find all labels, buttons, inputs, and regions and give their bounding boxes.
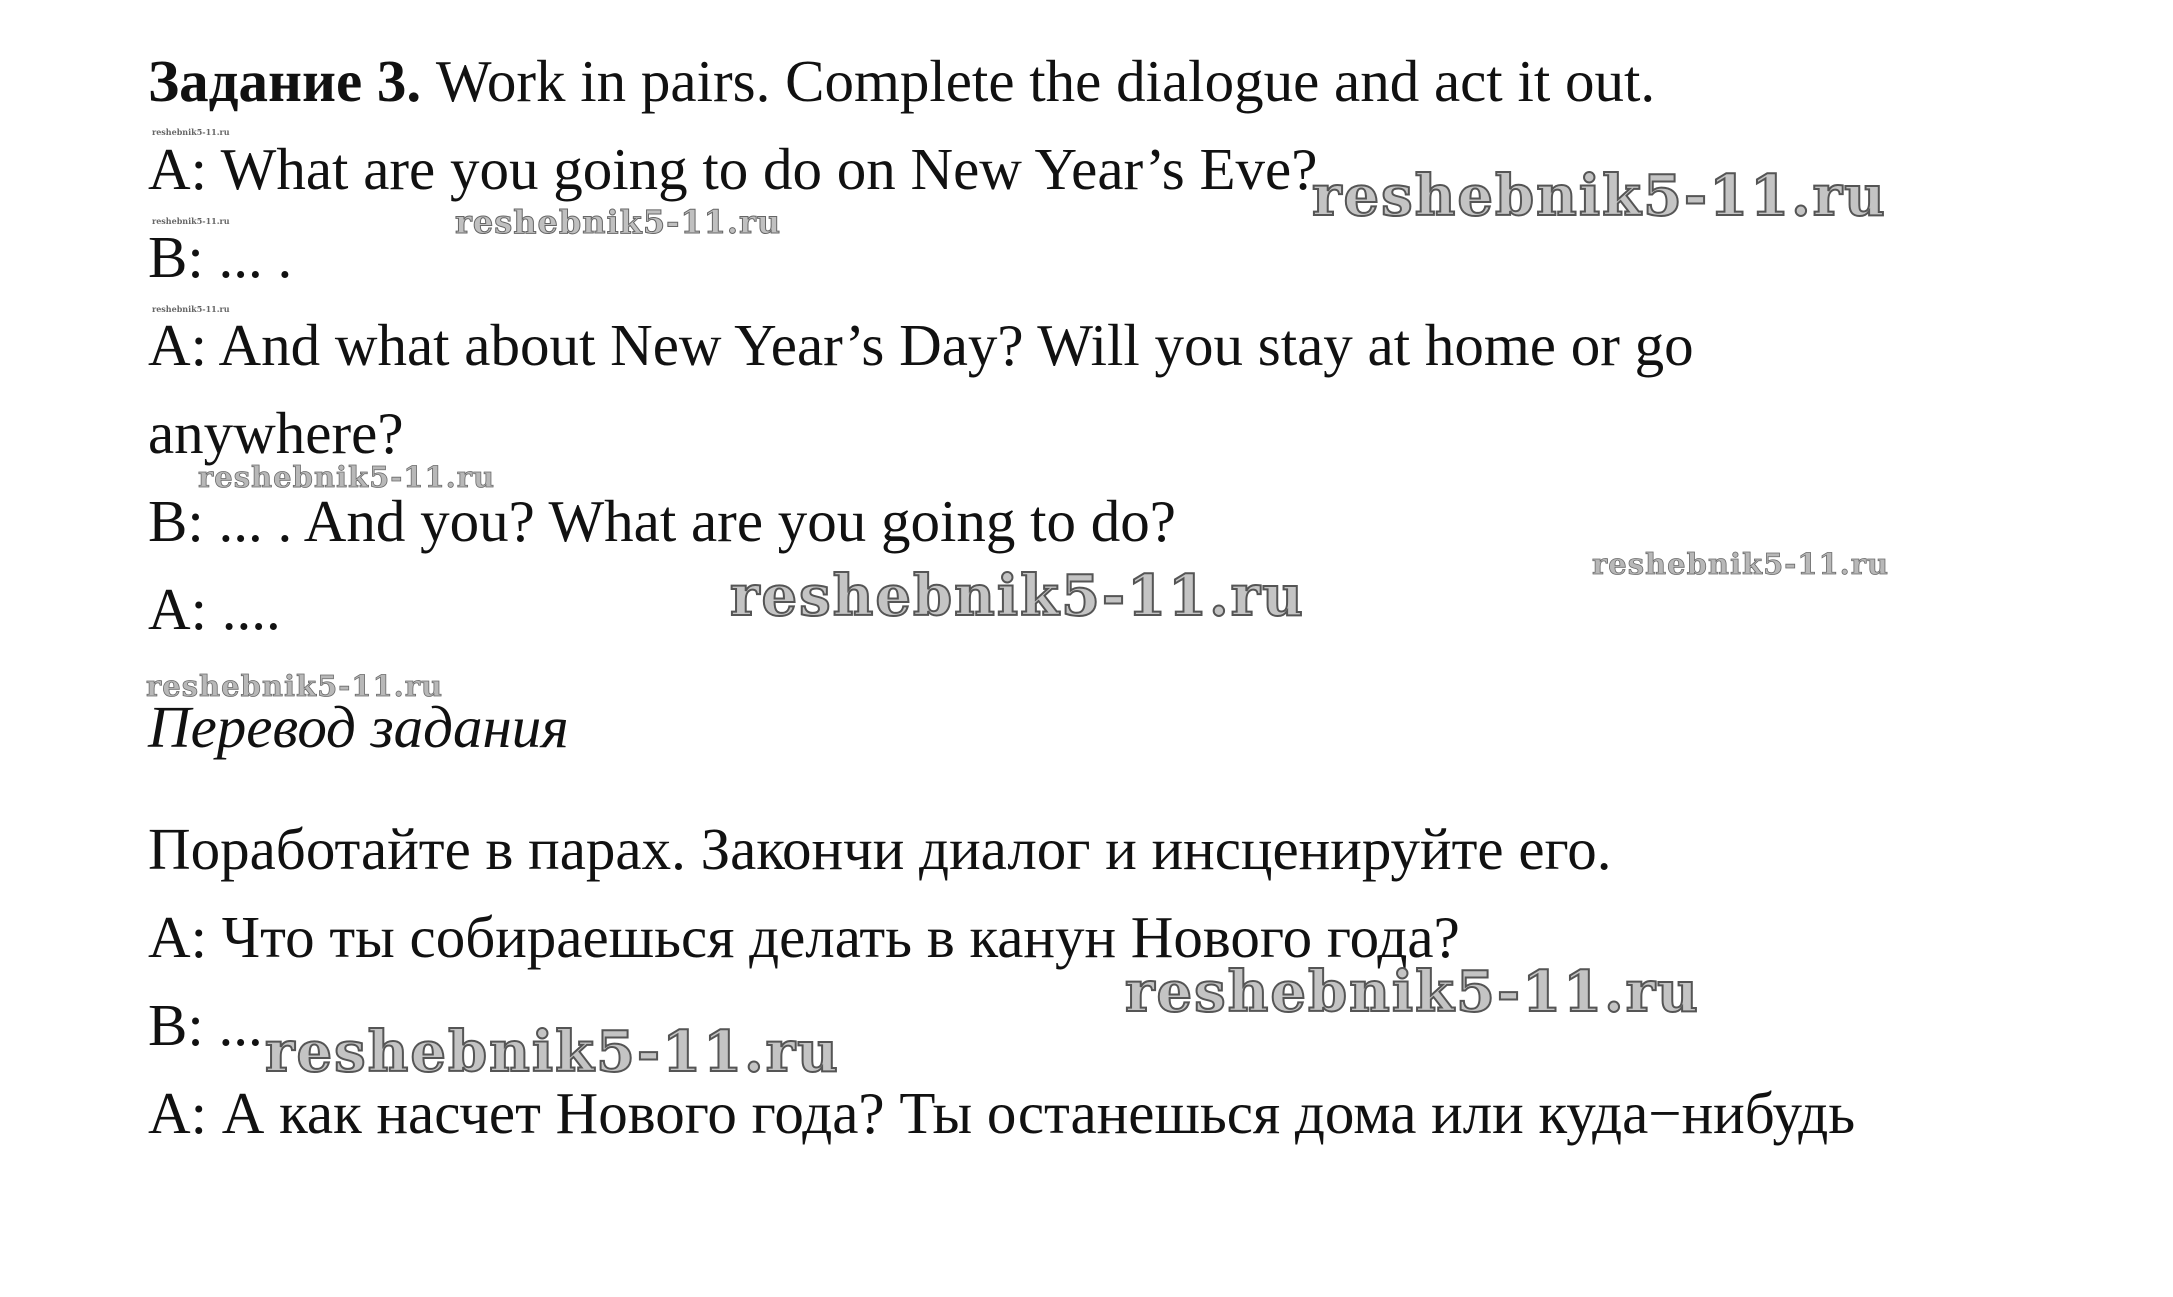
watermark: reshebnik5-11.ru [730,563,1305,629]
watermark: reshebnik5-11.ru [152,216,230,226]
watermark: reshebnik5-11.ru [1592,547,1890,581]
watermark: reshebnik5-11.ru [146,669,444,703]
dialogue-line-3: A: And what about New Year’s Day? Will you stay at home or go [148,312,1694,378]
translation-heading: Перевод задания [148,694,569,760]
task-number: Задание 3. [148,48,422,114]
dialogue-line-1: A: What are you going to do on New Year’s Eve? [148,136,1318,202]
dialogue-line-6: A: .... [148,576,281,642]
translation-line-2: B: ... [148,992,263,1058]
watermark: reshebnik5-11.ru [1125,959,1700,1025]
watermark: reshebnik5-11.ru [265,1019,840,1085]
task-instruction: Work in pairs. Complete the dialogue and act it out. [435,48,1656,114]
dialogue-line-4: anywhere? [148,400,404,466]
task-heading [148,48,1656,114]
watermark: reshebnik5-11.ru [455,203,782,241]
watermark: reshebnik5-11.ru [1312,163,1887,229]
dialogue-line-5: B: ... . And you? What are you going to do? [148,488,1176,554]
translation-line-1: A: Что ты собираешься делать в канун Нового года? [148,904,1460,970]
watermark: reshebnik5-11.ru [198,460,496,494]
translation-line-3: A: А как насчет Нового года? Ты останешься дома или куда−нибудь [148,1080,1856,1146]
watermark: reshebnik5-11.ru [152,127,230,137]
dialogue-line-2: B: ... . [148,224,293,290]
watermark: reshebnik5-11.ru [152,304,230,314]
translation-instruction: Поработайте в парах. Закончи диалог и инсценируйте его. [148,816,1612,882]
